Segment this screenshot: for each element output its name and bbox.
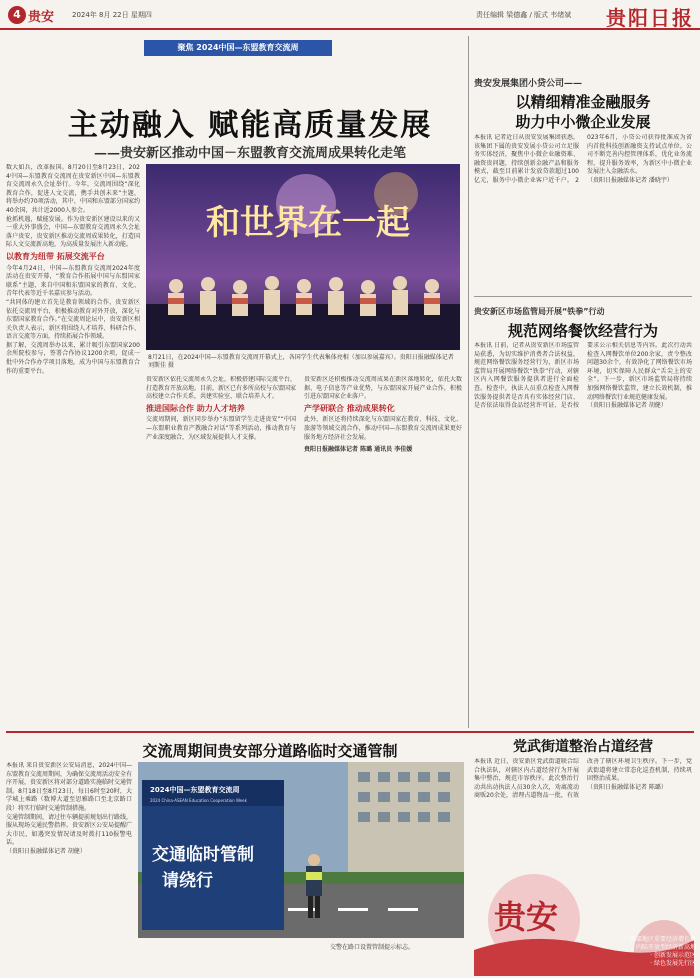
lead-paragraph: 贵安新区还积极推动交流周成果在新区落地转化，依托大数据、电子信息等产业优势，与东盟国家开展产业合作，积极引进东盟国家企业落户。 — [304, 376, 462, 401]
lead-paragraph: 抢抓机遇，赋能发展。作为贵安新区建设以来的又一重大外事盛会，中国—东盟教育交流周永久会址落户贵安，贵安新区推动交流周成果转化，打造国际人文交流新高地，为高质量发展注入新动能。 — [6, 215, 140, 249]
photo-banner-text: 和世界在一起 — [206, 203, 410, 243]
right1-headline-line: 助力中小微企业发展 — [515, 113, 651, 131]
horizontal-divider — [6, 731, 694, 733]
right1-headline — [474, 92, 692, 132]
sign-text-line2: 请绕行 — [162, 871, 213, 891]
newspaper-logo: 贵阳日报 — [606, 6, 694, 30]
lead-section-heading: 推进国际合作 助力人才培养 — [146, 403, 245, 413]
right2-headline: 规范网络餐饮经营行为 — [507, 322, 658, 340]
lead-paragraph: “共同体的建立首先是教育领域的合作，贵安新区依托交流周平台，积极推动教育对外开放，深化与东盟国家教育合作。”在交流周论坛中，贵安新区相关负责人表示，新区将围绕人才培养、科研合作、语言交流等方面，持续拓展合作领域。 — [6, 298, 140, 341]
column-divider — [468, 36, 469, 728]
bottom-paragraph: 本报讯 来自贵安新区公安局消息，2024中国—东盟教育交流周期间，为确保交流周活动安全有序开展，贵安新区将对部分道路实施临时交通管制。8月18日至8月23日，每日6时至20时，大学城上乘路（数博大道至思雅路口至北京路口段）将实行临时交通管制措施。 — [6, 762, 132, 812]
right1-paragraph: 本报讯 记者近日从贵安发展集团获悉，该集团下属的贵安发展小贷公司立足服务实体经济，聚焦中小微企业融资难、融资贵问题，持续创新金融产品和服务模式，截至目前累计发放贷款超过100亿元，服务中小微企业客户近千户。 2023年6月，小贷公司获得批准成为省内首批科技创新融资支持试点单位。公司不断完善内控管理体系，优化业务流程，提升服务效率，为新区中小微企业发展注入金融活水。 — [474, 134, 692, 184]
lead-paragraph: 贵安新区依托交流周永久会址，积极搭建国际交流平台，打造教育开放高地。目前，新区已有多所高校与东盟国家高校建立合作关系，共建实验室、联合培养人才。 — [146, 376, 296, 401]
sign-banner-en: 2024 China-ASEAN Education Cooperation Week — [150, 798, 247, 803]
right3-body — [474, 758, 692, 846]
lead-photo — [146, 164, 460, 350]
promo-slogan: · 西部地区重要经济增长极 — [626, 936, 696, 943]
right1-kicker: 贵安发展集团小贷公司—— — [474, 79, 583, 89]
right1-body — [474, 134, 692, 288]
lead-photo-caption: 8月21日，在2024中国—东盟教育交流周开幕式上，各国学生代表集体亮相（加以参展嘉宾）。贵阳日报融媒体记者 刘斯佳 摄 — [148, 354, 454, 369]
right1-byline: （贵阳日报融媒体记者 潘晓宇） — [587, 176, 673, 184]
lead-column-2 — [146, 376, 296, 726]
right1-headline-line: 以精细精准金融服务 — [515, 93, 651, 111]
lead-subhead: ——贵安新区推动中国－东盟教育交流周成果转化走笔 — [93, 146, 406, 161]
promo-slogan: · 创新发展示范区 — [650, 952, 696, 959]
promo-slogans — [586, 936, 696, 968]
right3-paragraph: 本报讯 近日，贵安新区党武街道联合综合执法队，对辖区内占道经营行为开展集中整治，规范市容秩序。此次整治行动共出动执法人员30余人次，劝离流动商贩20余处，清理占道物品一批，有效改善了辖区环境卫生秩序。下一步，党武街道将建立常态化巡查机制，持续巩固整治成果。 — [474, 758, 692, 800]
sign-banner: 2024中国—东盟教育交流周 — [150, 786, 240, 794]
page-number-badge: 4 — [8, 6, 26, 24]
traffic-photo — [138, 762, 464, 938]
promo-slogan: · 绿色发展先行区 — [650, 960, 696, 967]
promo-slogan: · 内陆开放型经济新高地 — [632, 944, 696, 951]
traffic-photo-caption: 交警在路口设置管制提示标志。 — [330, 944, 415, 951]
right2-byline: （贵阳日报融媒体记者 胡健） — [587, 402, 667, 410]
bottom-body — [6, 762, 132, 974]
lead-paragraph: 数大如兵，改革报国。8月20日至8月23日，2024中国—东盟教育交流周在贵安新区中国—东盟教育交流周永久会址举行。今年，交流周围绕“深化教育合作，促进人文交流，携手共创未来”主题，将举办约70项活动，其中，中国和东盟部分国家约40余国，共计近2000人参会。 — [6, 164, 140, 214]
masthead — [0, 0, 700, 30]
bottom-byline: （贵阳日报融媒体记者 胡健） — [6, 847, 86, 855]
editors-credit: 责任编辑 梁德鑫 / 版式 韦绪斌 — [476, 11, 572, 19]
right-divider — [474, 296, 692, 297]
right3-headline: 党武街道整治占道经营 — [513, 739, 653, 755]
lead-paragraph: 据了解，交流周举办以来，累计吸引东盟国家200余所院校参与，签署合作协议1200余项，促成一批中外合作办学项目落地，成为中国与东盟教育合作的重要平台。 — [6, 341, 140, 375]
lead-paragraph: 今年4月24日，中国—东盟教育交流周2024年度活动在贵安开幕，“教育合作拓展中国与东盟国家联系”主题，来自中国和东盟国家的教育、文化、青年代表等近千名嘉宾参与活动。 — [6, 264, 140, 298]
right3-byline: （贵阳日报融媒体记者 陈璐） — [587, 783, 667, 791]
lead-section-heading: 产学研联合 推动成果转化 — [304, 403, 395, 413]
bottom-headline: 交流周期间贵安部分道路临时交通管制 — [142, 742, 398, 760]
right2-kicker: 贵安新区市场监管局开展“铁拳”行动 — [474, 307, 605, 316]
lead-paragraph: 交流周期间，新区同步举办“东盟留学生走进贵安”“中国—东盟职业教育产教融合对话”等系列活动，推动教育与产业深度融合，为区域发展提供人才支撑。 — [146, 416, 296, 441]
lead-paragraph: 此外，新区还将持续深化与东盟国家在教育、科技、文化、旅游等领域交流合作，推动中国—东盟教育交流周成果更好服务地方经济社会发展。 — [304, 416, 462, 441]
dateline: 2024年 8月 22日 星期四 — [72, 11, 152, 19]
lead-section-heading: 以教育为纽带 拓展交流平台 — [6, 251, 105, 261]
lead-photo-illustration — [146, 164, 460, 350]
bottom-paragraph: 交通管制期间，请过往车辆提前规划出行路线，服从现场交通民警指挥。贵安新区公安局提醒广大市民，如遇突发情况请及时拨打110报警电话。 — [6, 813, 132, 847]
right2-body — [474, 342, 692, 726]
sign-text-line1: 交通临时管制 — [152, 845, 254, 865]
lead-byline: 贵阳日报融媒体记者 陈璐 通讯员 李佳媛 — [304, 446, 413, 454]
lead-kicker: 聚焦 2024中国—东盟教育交流周 — [144, 40, 332, 56]
lead-headline: 主动融入 赋能高质量发展 — [67, 108, 433, 143]
section-name: 贵安 — [28, 10, 55, 25]
traffic-photo-illustration — [138, 762, 464, 938]
lead-column-1 — [6, 164, 140, 728]
right2-paragraph: 本报讯 日前，记者从贵安新区市场监管局获悉，为切实维护消费者合法权益，规范网络餐饮服务经营行为，新区市场监管局开展网络餐饮“铁拳”行动，对辖区内入网餐饮服务提供者进行全面检查。检查中，执法人员重点检查入网餐饮服务提供者是否具有实体经营门店、是否依法取得食品经营许可证、是否按要求公示相关信息等内容。此次行动共检查入网餐饮单位200余家，责令整改问题30余个，有效净化了网络餐饮市场环境，切实保障人民群众“舌尖上的安全”。下一步，新区市场监管局将持续加强网络餐饮监管，建立长效机制，推动网络餐饮行业规范健康发展。 — [474, 342, 692, 410]
lead-column-3 — [304, 376, 462, 726]
promo-title: 贵安 — [494, 898, 559, 936]
